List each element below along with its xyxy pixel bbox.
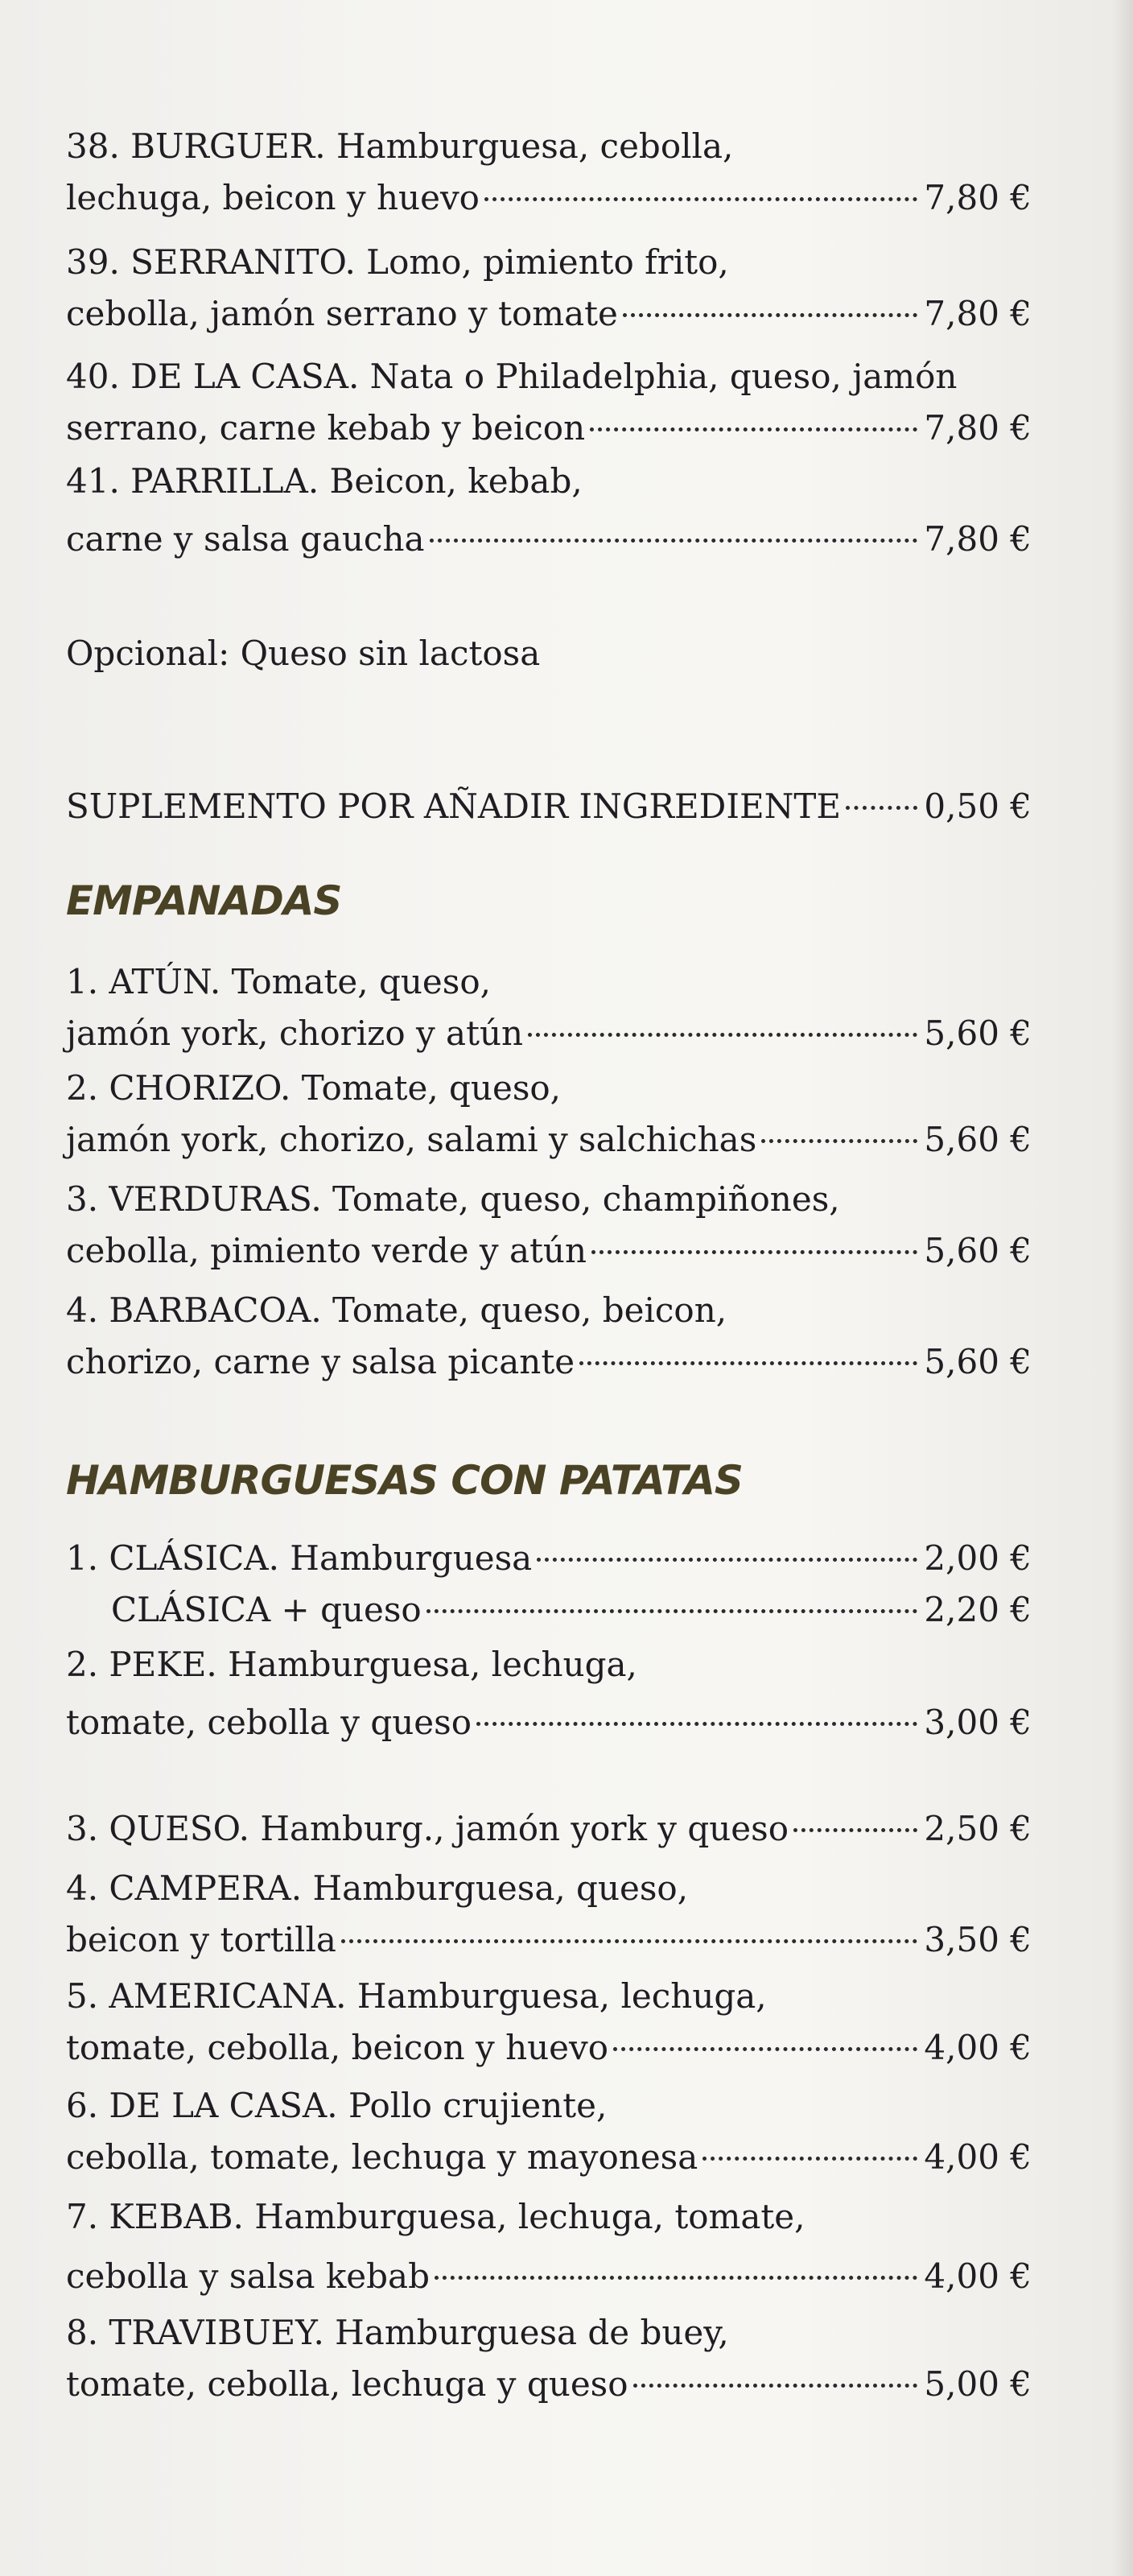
item-description: jamón york, chorizo y atún — [66, 1013, 524, 1053]
item-price: 5,60 € — [924, 1120, 1032, 1159]
dot-leader — [633, 2384, 918, 2388]
item-price: 7,80 € — [924, 294, 1032, 333]
dot-leader — [623, 313, 918, 317]
item-description: cebolla, tomate, lechuga y mayonesa — [66, 2137, 698, 2177]
menu-item-travibuey — [66, 2307, 1032, 2410]
item-description: cebolla, pimiento verde y atún — [66, 1231, 587, 1270]
item-price: 7,80 € — [924, 408, 1032, 448]
item-price: 2,00 € — [924, 1538, 1032, 1578]
item-description: cebolla, jamón serrano y tomate — [66, 294, 618, 333]
item-description: jamón york, chorizo, salami y salchichas — [66, 1120, 757, 1159]
dot-leader — [476, 1722, 917, 1726]
item-description: tomate, cebolla, lechuga y queso — [66, 2364, 628, 2404]
item-name: 40. DE LA CASA. Nata o Philadelphia, queso, jamón — [66, 357, 958, 396]
menu-item-queso — [66, 1803, 1032, 1855]
menu-item-empanada-atun — [66, 956, 1032, 1059]
item-description: beicon y tortilla — [66, 1920, 336, 1959]
section-title-empanadas: EMPANADAS — [66, 877, 342, 924]
item-price: 4,00 € — [924, 2028, 1032, 2067]
dot-leader — [590, 427, 917, 431]
dot-leader — [793, 1828, 917, 1832]
menu-item-americana — [66, 1971, 1032, 2074]
page-edge-shadow — [1112, 0, 1133, 2576]
item-price: 3,00 € — [924, 1703, 1032, 1742]
item-price: 5,60 € — [924, 1342, 1032, 1381]
menu-item-parrilla — [66, 456, 1032, 565]
dot-leader — [761, 1139, 917, 1143]
item-description: tomate, cebolla, beicon y huevo — [66, 2028, 609, 2067]
item-description: carne y salsa gaucha — [66, 519, 425, 559]
item-price: 7,80 € — [924, 178, 1032, 217]
dot-leader — [426, 1609, 918, 1613]
item-price: 5,00 € — [924, 2364, 1032, 2404]
item-name: 38. BURGUER. Hamburguesa, cebolla, — [66, 126, 734, 166]
item-price: 5,60 € — [924, 1231, 1032, 1270]
menu-item-clasica — [66, 1533, 1032, 1636]
dot-leader — [579, 1361, 917, 1365]
item-price: 4,00 € — [924, 2137, 1032, 2177]
item-price: 3,50 € — [924, 1920, 1032, 1959]
supplement-line — [66, 781, 1032, 832]
item-description: cebolla y salsa kebab — [66, 2256, 430, 2296]
menu-item-kebab — [66, 2191, 1032, 2302]
item-name: 1. CLÁSICA. Hamburguesa — [66, 1538, 533, 1578]
item-price: 7,80 € — [924, 519, 1032, 559]
menu-item-de-la-casa — [66, 351, 1032, 454]
supplement-label: SUPLEMENTO POR AÑADIR INGREDIENTE — [66, 786, 842, 826]
dot-leader — [528, 1033, 917, 1037]
item-price: 5,60 € — [924, 1013, 1032, 1053]
item-variant: CLÁSICA + queso — [111, 1590, 422, 1629]
dot-leader — [435, 2276, 917, 2280]
dot-leader — [702, 2157, 917, 2161]
item-name: 7. KEBAB. Hamburguesa, lechuga, tomate, — [66, 2197, 805, 2236]
dot-leader — [846, 806, 917, 810]
menu-item-de-la-casa-burger — [66, 2080, 1032, 2183]
item-name: 5. AMERICANA. Hamburguesa, lechuga, — [66, 1976, 767, 2016]
item-name: 1. ATÚN. Tomate, queso, — [66, 962, 491, 1001]
dot-leader — [537, 1558, 917, 1562]
item-description: serrano, carne kebab y beicon — [66, 408, 586, 448]
item-name: 41. PARRILLA. Beicon, kebab, — [66, 461, 583, 501]
supplement-price: 0,50 € — [924, 786, 1032, 826]
menu-item-peke — [66, 1639, 1032, 1748]
menu-item-campera — [66, 1863, 1032, 1966]
menu-item-empanada-chorizo — [66, 1063, 1032, 1166]
item-name: 6. DE LA CASA. Pollo crujiente, — [66, 2086, 608, 2125]
item-price: 4,00 € — [924, 2256, 1032, 2296]
item-name: 3. VERDURAS. Tomate, queso, champiñones, — [66, 1179, 840, 1219]
menu-item-empanada-barbacoa — [66, 1285, 1032, 1388]
item-description: tomate, cebolla y queso — [66, 1703, 472, 1742]
section-title-hamburguesas: HAMBURGUESAS CON PATATAS — [66, 1457, 743, 1504]
item-name: 2. PEKE. Hamburguesa, lechuga, — [66, 1645, 637, 1684]
dot-leader — [591, 1250, 917, 1254]
optional-note: Opcional: Queso sin lactosa — [66, 634, 541, 673]
menu-item-empanada-verduras — [66, 1174, 1032, 1277]
item-name: 4. BARBACOA. Tomate, queso, beicon, — [66, 1290, 727, 1330]
menu-item-burguer — [66, 121, 1032, 224]
dot-leader — [613, 2047, 917, 2051]
item-name: 4. CAMPERA. Hamburguesa, queso, — [66, 1868, 689, 1908]
item-description: lechuga, beicon y huevo — [66, 178, 480, 217]
item-description: chorizo, carne y salsa picante — [66, 1342, 575, 1381]
dot-leader — [341, 1939, 917, 1943]
dot-leader — [430, 539, 918, 543]
menu-item-serranito — [66, 237, 1032, 340]
item-name: 39. SERRANITO. Lomo, pimiento frito, — [66, 242, 729, 282]
item-name: 3. QUESO. Hamburg., jamón york y queso — [66, 1809, 789, 1848]
item-price: 2,50 € — [924, 1809, 1032, 1848]
item-name: 2. CHORIZO. Tomate, queso, — [66, 1068, 562, 1108]
item-name: 8. TRAVIBUEY. Hamburguesa de buey, — [66, 2313, 729, 2352]
dot-leader — [484, 197, 917, 201]
item-price: 2,20 € — [924, 1590, 1032, 1629]
